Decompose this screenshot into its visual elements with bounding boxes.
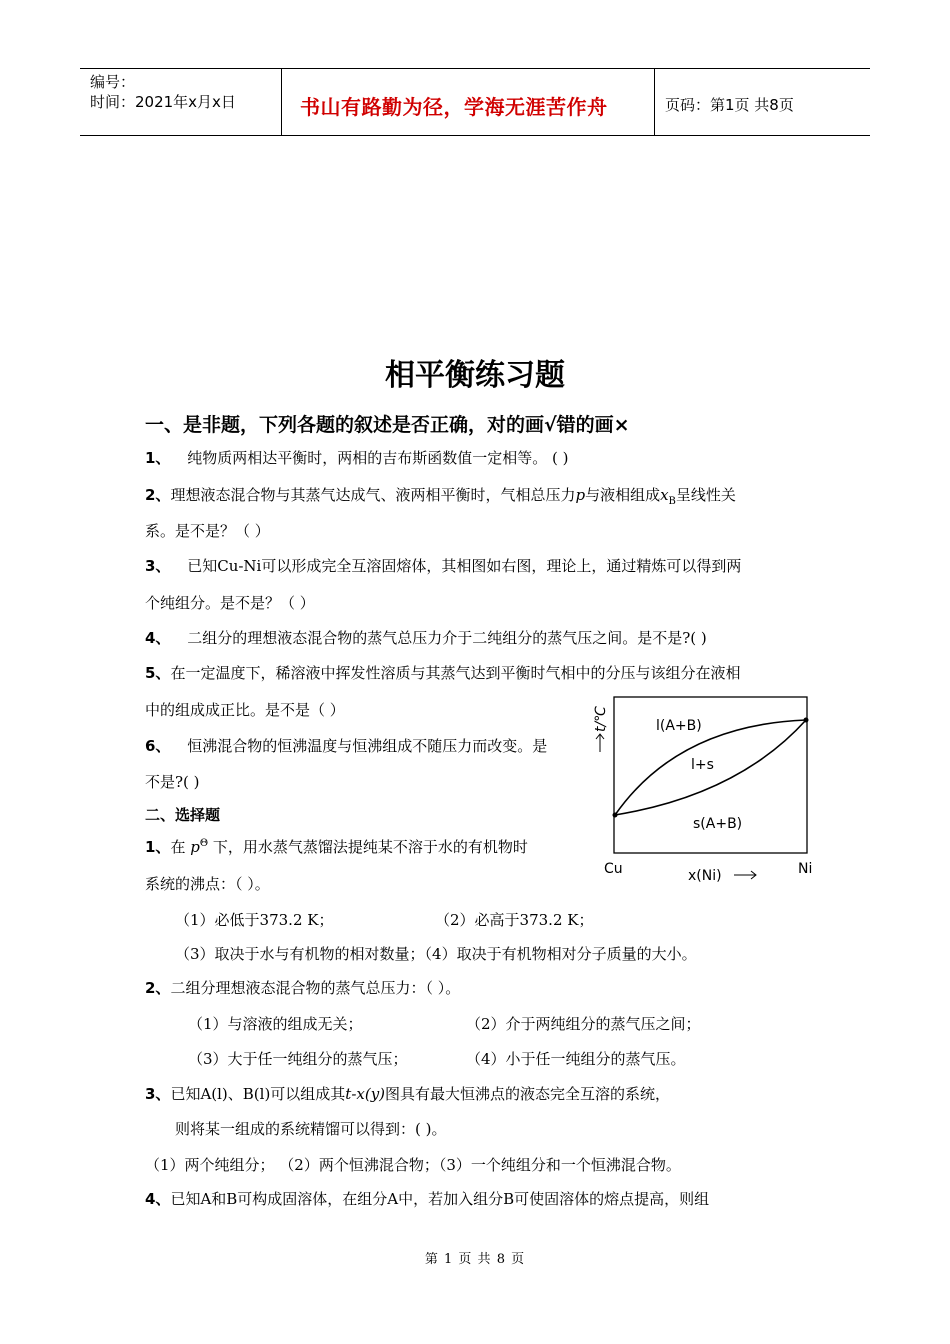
s1-q5-line2: 中的组成成正比。是不是（ ） bbox=[145, 701, 345, 719]
s2-q1-option1: （1）必低于373.2 K； bbox=[175, 911, 334, 929]
s2-q3-line2: 则将某一组成的系统精馏可以得到：( )。 bbox=[175, 1120, 447, 1138]
header-divider-1 bbox=[281, 68, 282, 136]
header-page-label: 页码：第1页 共8页 bbox=[665, 96, 794, 114]
question-number: 2、 bbox=[145, 486, 171, 504]
section2-heading: 二、选择题 bbox=[145, 806, 221, 824]
question-text: 已知A(l)、B(l)可以组成其 bbox=[170, 1085, 346, 1103]
s2-q3-options: （1）两个纯组分； （2）两个恒沸混合物；（3）一个纯组分和一个恒沸混合物。 bbox=[145, 1156, 681, 1174]
question-text: 在 bbox=[170, 838, 186, 856]
question-text: 二组分的理想液态混合物的蒸气总压力介于二纯组分的蒸气压之间。是不是?( ) bbox=[187, 629, 707, 647]
question-text: 呈线性关 bbox=[675, 486, 736, 504]
region-solid-label: s(A+B) bbox=[693, 816, 743, 832]
pressure-symbol: p bbox=[190, 838, 200, 856]
txy-symbol: t-x(y) bbox=[345, 1085, 386, 1103]
region-two-phase-label: l+s bbox=[691, 757, 714, 773]
s1-q3 bbox=[145, 555, 741, 576]
question-text: 下，用水蒸气蒸馏法提纯某不溶于水的有机物时 bbox=[212, 838, 528, 856]
s2-q2 bbox=[145, 977, 460, 998]
question-number: 4、 bbox=[145, 1190, 171, 1208]
question-text: 理想液态混合物与其蒸气达成气、液两相平衡时，气相总压力 bbox=[170, 486, 576, 504]
question-text: 二组分理想液态混合物的蒸气总压力：（ ）。 bbox=[170, 979, 461, 997]
question-number: 1、 bbox=[145, 838, 171, 856]
s2-q2-option4: （4）小于任一纯组分的蒸气压。 bbox=[466, 1050, 686, 1068]
standard-state-superscript: Θ bbox=[199, 838, 209, 849]
question-text: 与液相组成 bbox=[585, 486, 661, 504]
question-number: 3、 bbox=[145, 557, 171, 575]
s1-q2 bbox=[145, 484, 736, 507]
document-title: 相平衡练习题 bbox=[385, 358, 565, 393]
header-divider-2 bbox=[654, 68, 655, 136]
ni-melting-point bbox=[804, 718, 809, 723]
question-number: 5、 bbox=[145, 664, 171, 682]
section1-heading: 一、是非题，下列各题的叙述是否正确，对的画√错的画× bbox=[145, 414, 630, 436]
question-text: 纯物质两相达平衡时，两相的吉布斯函数值一定相等。 ( ) bbox=[187, 449, 569, 467]
question-text: 已知Cu-Ni可以形成完全互溶固熔体，其相图如右图，理论上，通过精炼可以得到两 bbox=[187, 557, 742, 575]
question-text: 恒沸混合物的恒沸温度与恒沸组成不随压力而改变。是 bbox=[187, 737, 548, 755]
header-top-rule bbox=[80, 68, 870, 69]
s2-q2-option3: （3）大于任一纯组分的蒸气压； bbox=[188, 1050, 408, 1068]
s2-q2-option2: （2）介于两纯组分的蒸气压之间； bbox=[466, 1015, 701, 1033]
question-number: 6、 bbox=[145, 737, 171, 755]
pressure-symbol: p bbox=[575, 486, 586, 504]
cu-ni-phase-diagram bbox=[588, 690, 828, 890]
region-liquid-label: l(A+B) bbox=[656, 718, 702, 734]
s2-q1-option2: （2）必高于373.2 K； bbox=[435, 911, 594, 929]
composition-symbol: x bbox=[660, 486, 669, 504]
s1-q5 bbox=[145, 662, 740, 683]
question-text: 图具有最大恒沸点的液态完全互溶的系统， bbox=[385, 1085, 671, 1103]
subscript: B bbox=[668, 496, 676, 507]
header-time-label: 时间：2021年x月x日 bbox=[90, 93, 236, 111]
question-number: 1、 bbox=[145, 449, 171, 467]
s1-q6 bbox=[145, 735, 547, 756]
s2-q1-line2: 系统的沸点：（ ）。 bbox=[145, 875, 270, 893]
s2-q3 bbox=[145, 1083, 670, 1104]
s2-q4 bbox=[145, 1188, 709, 1209]
header-bottom-rule bbox=[80, 135, 870, 136]
y-axis-label: t/℃ bbox=[593, 706, 609, 732]
s2-q1-option34: （3）取决于水与有机物的相对数量；（4）取决于有机物相对分子质量的大小。 bbox=[175, 945, 697, 963]
s1-q3-line2: 个纯组分。是不是？（ ） bbox=[145, 594, 315, 612]
question-number: 2、 bbox=[145, 979, 171, 997]
cu-axis-label: Cu bbox=[604, 861, 623, 877]
s2-q1 bbox=[145, 836, 528, 857]
s1-q6-line2: 不是?( ) bbox=[145, 773, 200, 791]
header-motto: 书山有路勤为径，学海无涯苦作舟 bbox=[300, 95, 608, 119]
cu-melting-point bbox=[613, 813, 618, 818]
s1-q2-line2: 系。是不是？（ ） bbox=[145, 522, 270, 540]
page-footer: 第 1 页 共 8 页 bbox=[424, 1252, 526, 1267]
s2-q2-option1: （1）与溶液的组成无关； bbox=[188, 1015, 363, 1033]
s1-q4 bbox=[145, 627, 707, 648]
ni-axis-label: Ni bbox=[798, 861, 813, 877]
header-code-label: 编号： bbox=[90, 73, 136, 91]
question-number: 3、 bbox=[145, 1085, 171, 1103]
x-axis-label: x(Ni) bbox=[688, 868, 722, 884]
question-text: 已知A和B可构成固溶体，在组分A中，若加入组分B可使固溶体的熔点提高，则组 bbox=[170, 1190, 710, 1208]
question-text: 在一定温度下，稀溶液中挥发性溶质与其蒸气达到平衡时气相中的分压与该组分在液相 bbox=[170, 664, 741, 682]
s1-q1 bbox=[145, 447, 568, 468]
question-number: 4、 bbox=[145, 629, 171, 647]
